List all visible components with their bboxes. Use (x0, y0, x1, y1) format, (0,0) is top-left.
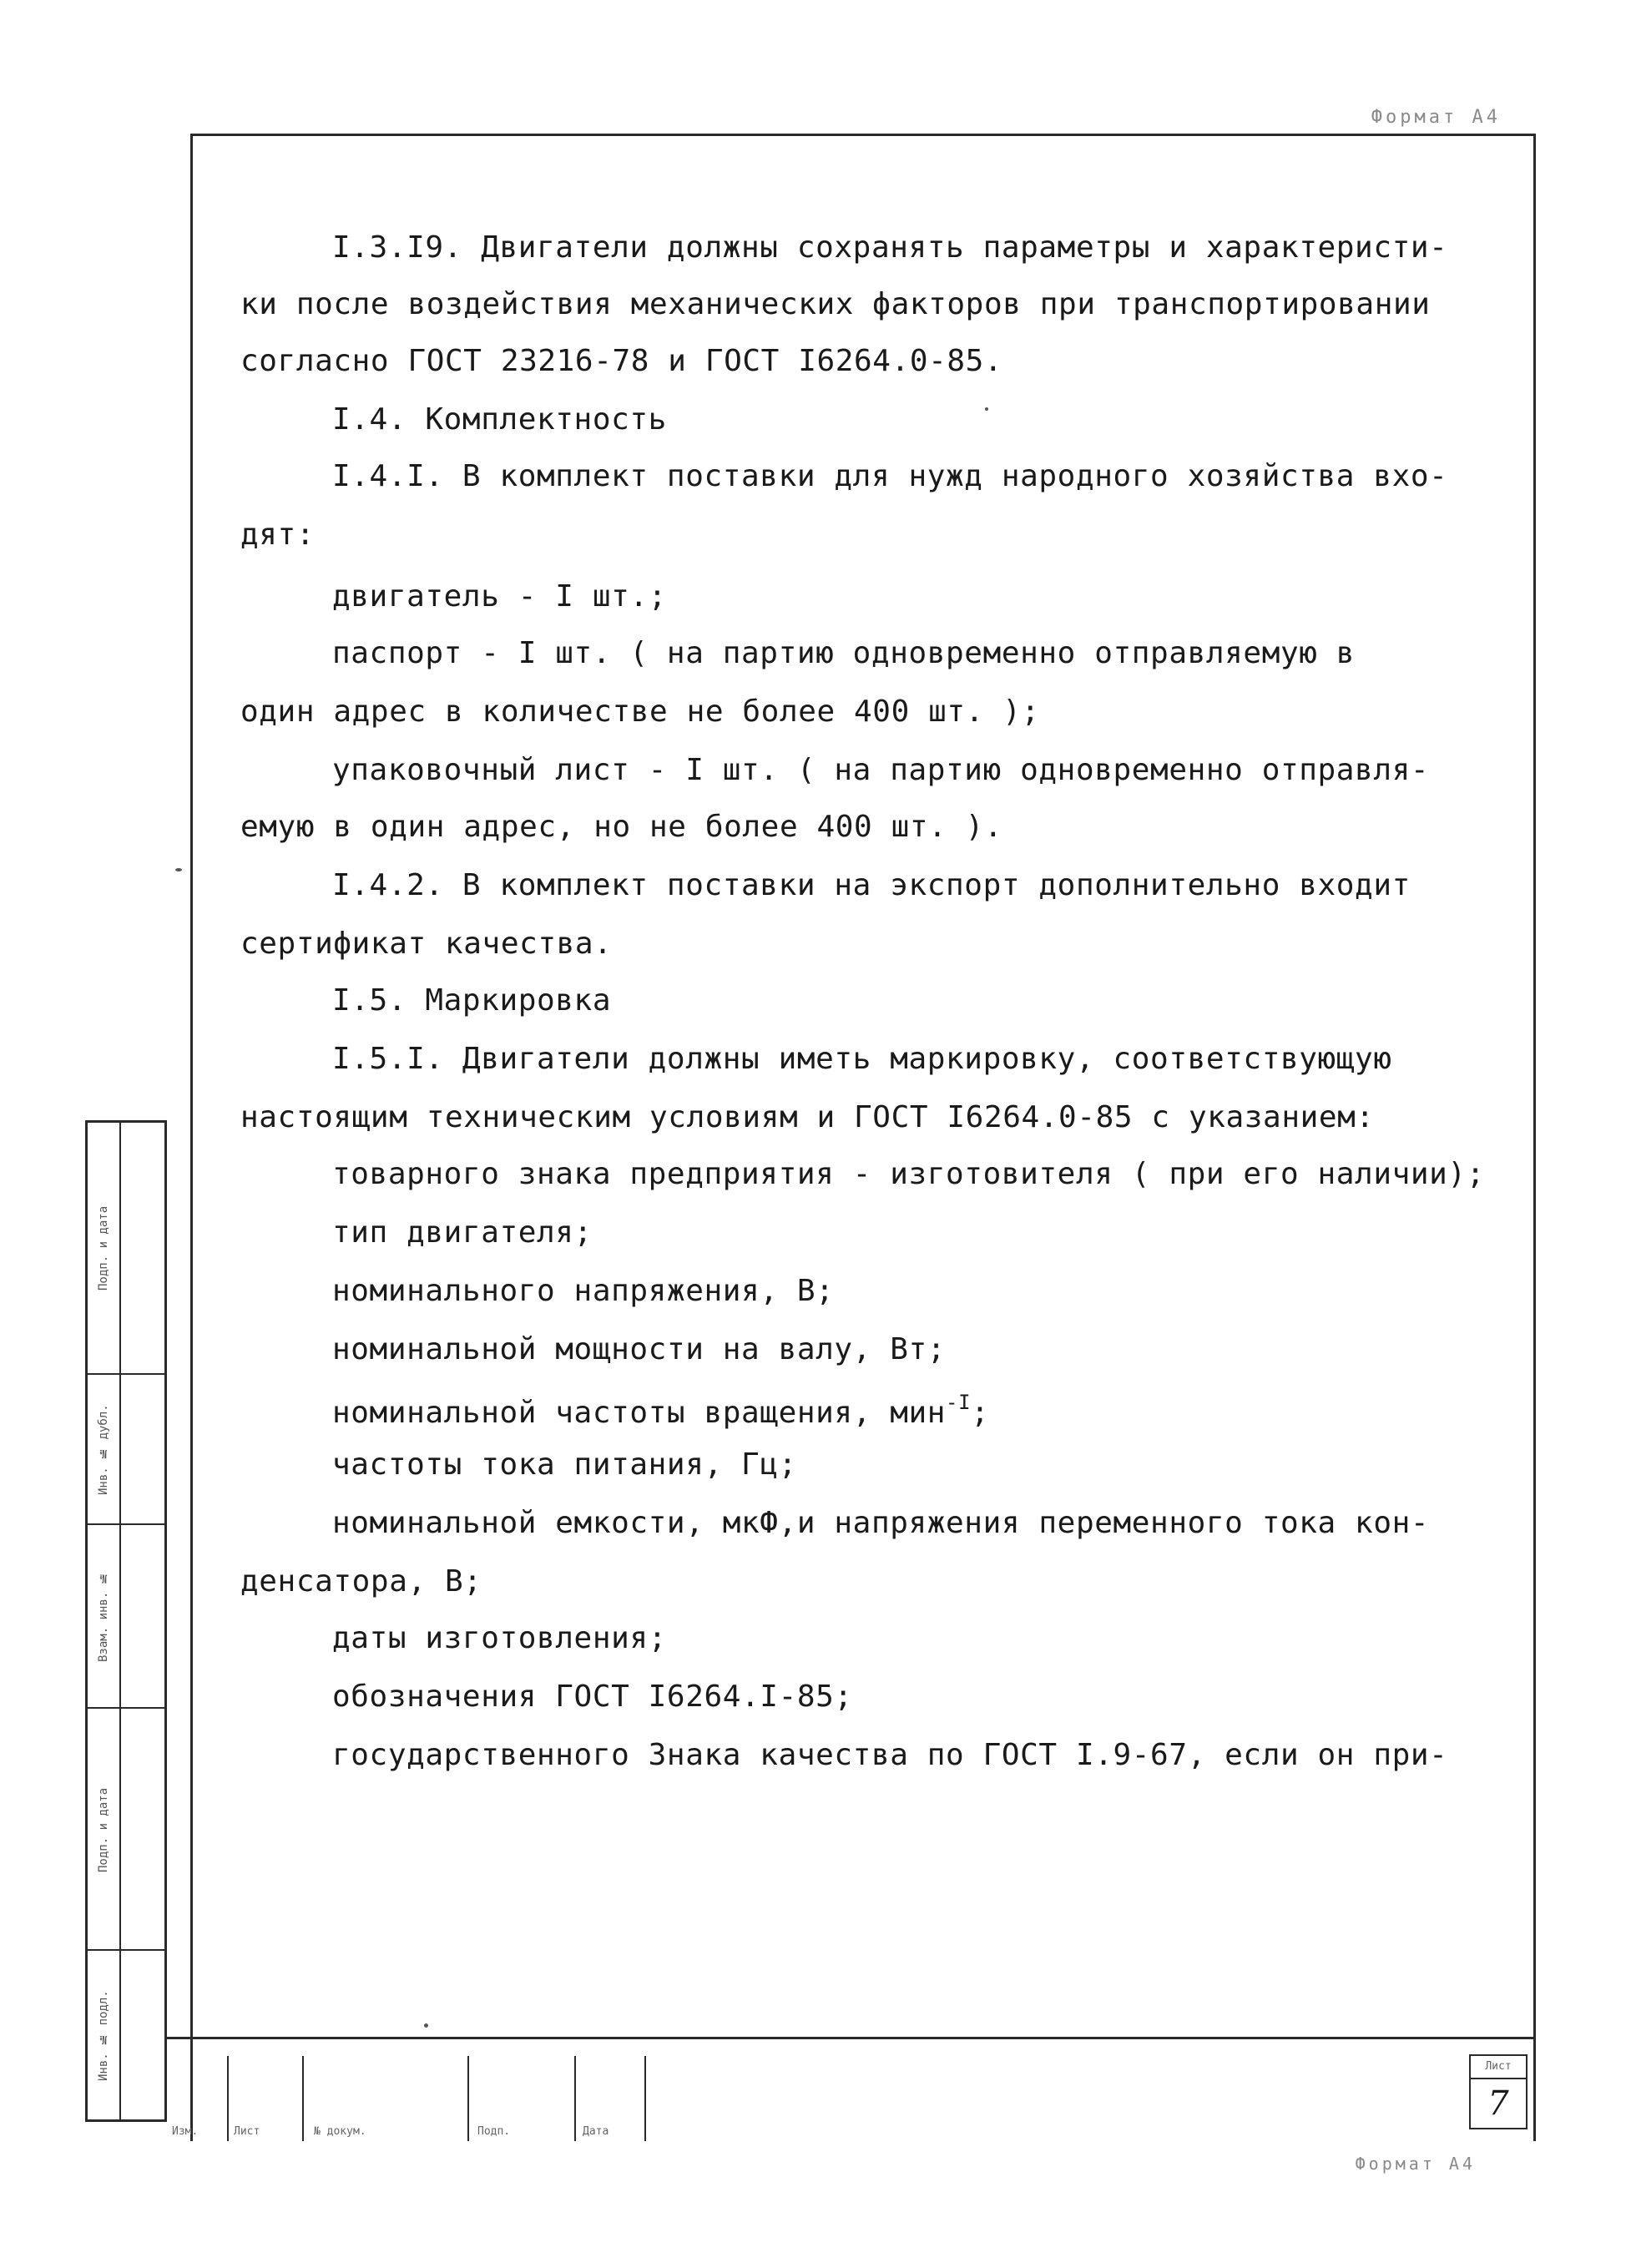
paragraph-line: I.4.I. В комплект поставки для нужд народного хозяйства вхо- (332, 459, 1448, 493)
title-block-label: Изм. (172, 2125, 199, 2138)
list-item (332, 1391, 989, 1430)
title-block-divider (644, 2056, 646, 2141)
scan-speck (175, 868, 182, 871)
paragraph-line: настоящим техническим условиям и ГОСТ I6264.0-85 с указанием: (240, 1100, 1375, 1134)
list-item: упаковочный лист - I шт. ( на партию одновременно отправля- (332, 753, 1430, 787)
side-stamp-label: Инв. № подл. (97, 1990, 110, 2082)
side-stamp-label: Взам. инв. № (97, 1571, 110, 1663)
list-item: номинальной мощности на валу, Вт; (332, 1332, 947, 1366)
paragraph-line: ки после воздействия механических факторов при транспортировании (240, 287, 1431, 321)
side-stamp-label: Подп. и дата (97, 1205, 110, 1291)
side-stamp-cell (88, 1373, 164, 1523)
side-stamp-cell (88, 1123, 164, 1373)
list-item-text: номинальной частоты вращения, мин (332, 1396, 947, 1430)
section-heading: I.5. Маркировка (332, 983, 612, 1018)
list-item: номинальной емкости, мкФ,и напряжения переменного тока кон- (332, 1506, 1430, 1540)
title-block-label: Подп. (477, 2125, 511, 2138)
paragraph-line: согласно ГОСТ 23216-78 и ГОСТ I6264.0-85. (240, 344, 1003, 378)
header-format-code: Формат А4 (1371, 107, 1501, 128)
side-stamp-cell (88, 1707, 164, 1949)
side-stamp-label: Подп. и дата (97, 1787, 110, 1872)
paragraph-line: сертификат качества. (240, 927, 613, 961)
paragraph-line: емую в один адрес, но не более 400 шт. ). (240, 810, 1003, 844)
list-item: обозначения ГОСТ I6264.I-85; (332, 1680, 853, 1714)
title-block (167, 2037, 1536, 2141)
superscript: -I (946, 1391, 972, 1414)
title-block-label: Дата (583, 2125, 609, 2138)
scan-speck (985, 407, 988, 411)
section-heading: I.4. Комплектность (332, 402, 667, 437)
title-block-divider (302, 2056, 304, 2141)
title-block-divider (227, 2056, 229, 2141)
sheet-number-box (1469, 2054, 1528, 2129)
list-item: паспорт - I шт. ( на партию одновременно отправляемую в (332, 636, 1356, 670)
paragraph-line: денсатора, В; (240, 1564, 482, 1599)
side-stamp-cell (88, 1523, 164, 1707)
list-item: государственного Знака качества по ГОСТ I.9-67, если он при- (332, 1738, 1448, 1772)
title-block-label: № докум. (314, 2125, 366, 2138)
paragraph-line: один адрес в количестве не более 400 шт. ); (240, 695, 1040, 729)
sheet-label: Лист (1471, 2056, 1526, 2079)
list-item: даты изготовления; (332, 1621, 667, 1655)
side-stamp-cell (88, 1949, 164, 2119)
list-item: тип двигателя; (332, 1215, 593, 1250)
footer-format-code: Формат А4 (1355, 2154, 1476, 2174)
title-block-divider (467, 2056, 469, 2141)
list-item: двигатель - I шт.; (332, 579, 667, 614)
paragraph-line: I.4.2. В комплект поставки на экспорт дополнительно входит (332, 868, 1411, 902)
paragraph-line: дят: (240, 518, 316, 552)
paragraph-line: I.3.I9. Двигатели должны сохранять параметры и характеристи- (332, 230, 1448, 265)
paragraph-line: I.5.I. Двигатели должны иметь маркировку, соответствующую (332, 1042, 1392, 1076)
sheet-number: 7 (1487, 2084, 1509, 2123)
scan-speck (424, 2023, 428, 2028)
title-block-label: Лист (234, 2125, 260, 2138)
side-binding-stamp (85, 1120, 167, 2122)
list-item-tail: ; (971, 1396, 990, 1430)
list-item: товарного знака предприятия - изготовителя ( при его наличии); (332, 1157, 1485, 1191)
side-stamp-label: Инв. № дубл. (97, 1404, 110, 1496)
list-item: номинального напряжения, В; (332, 1274, 835, 1308)
title-block-divider (574, 2056, 576, 2141)
list-item: частоты тока питания, Гц; (332, 1447, 797, 1482)
